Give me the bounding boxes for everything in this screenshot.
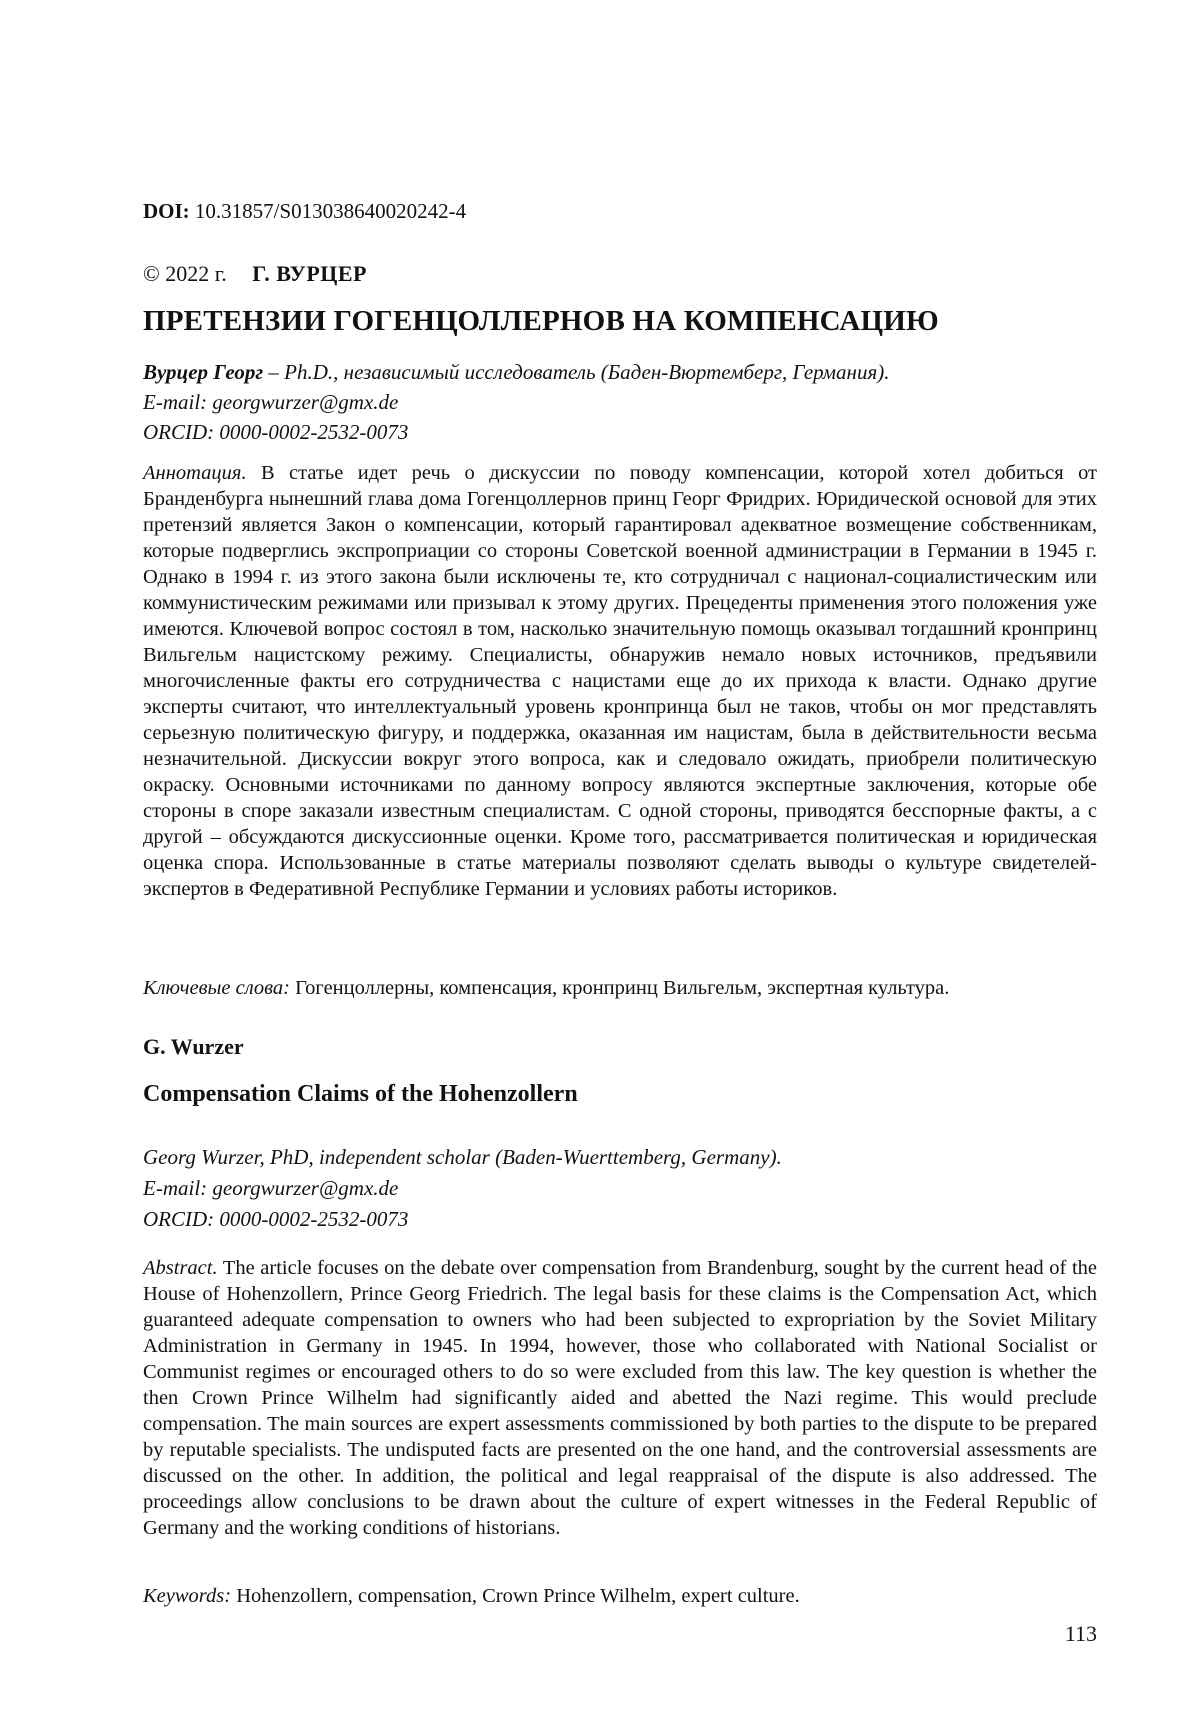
affiliation-en	[143, 1142, 1097, 1235]
abstract-ru	[143, 460, 1097, 902]
orcid-en: ORCID: 0000-0002-2532-0073	[143, 1207, 409, 1231]
abstract-label-ru: Аннотация.	[143, 462, 247, 484]
affiliation-details-en: Georg Wurzer, PhD, independent scholar (Baden-Wuerttemberg, Germany).	[143, 1145, 782, 1169]
keywords-en	[143, 1583, 1097, 1609]
abstract-en	[143, 1255, 1097, 1541]
keywords-label-ru: Ключевые слова:	[143, 977, 290, 999]
affiliation-details-ru: – Ph.D., независимый исследователь (Баден-Вюртемберг, Германия).	[268, 360, 890, 384]
copyright-text: © 2022 г.	[143, 261, 227, 286]
keywords-text-en: Hohenzollern, compensation, Crown Prince Wilhelm, expert culture.	[236, 1585, 800, 1607]
abstract-label-en: Abstract.	[143, 1257, 218, 1279]
doi-value: 10.31857/S013038640020242-4	[194, 199, 467, 223]
email-ru: E-mail: georgwurzer@gmx.de	[143, 390, 399, 414]
keywords-ru	[143, 975, 1097, 1001]
copyright-line	[143, 260, 1097, 287]
email-en: E-mail: georgwurzer@gmx.de	[143, 1176, 399, 1200]
abstract-text-ru: В статье идет речь о дискуссии по поводу компенсации, которой хотел добиться от Бранденбурга нынешний глава дома Гогенцоллернов принц Георг Фридрих. Юридической основой для этих претензий является Закон о компенсации, который гарантировал адекватное возмещение собственникам, которые подверглись экспроприации со стороны Советской военной администрации в Германии в 1945 г. Однако в 1994 г. из этого закона были исключены те, кто сотрудничал с национал-социалистическим или коммунистическим режимами или призывал к этому других. Прецеденты применения этого положения уже имеются. Ключевой вопрос состоял в том, насколько значительную помощь оказывал тогдашний кронпринц Вильгельм нацистскому режиму. Специалисты, обнаружив немало новых источников, предъявили многочисленные факты его сотрудничества с нацистами еще до их прихода к власти. Однако другие эксперты считают, что интеллектуальный уровень кронпринца был не таков, чтобы он мог представлять серьезную политическую фигуру, и поддержка, оказанная им нацистам, была в действительности весьма незначительной. Дискуссии вокруг этого вопроса, как и следовало ожидать, приобрели политическую окраску. Основными источниками по данному вопросу являются экспертные заключения, которые обе стороны в споре заказали известным специалистам. С одной стороны, приводятся бесспорные факты, а с другой – обсуждаются дискуссионные оценки. Кроме того, рассматривается политическая и юридическая оценка спора. Использованные в статье материалы позволяют сделать выводы о культуре свидетелей-экспертов в Федеративной Республике Германии и условиях работы историков.	[143, 462, 1098, 900]
author-name-en: G. Wurzer	[143, 1034, 244, 1059]
orcid-ru: ORCID: 0000-0002-2532-0073	[143, 420, 409, 444]
affiliation-author-ru: Вурцер Георг	[143, 360, 264, 384]
article-title-en: Compensation Claims of the Hohenzollern	[143, 1081, 578, 1107]
keywords-label-en: Keywords:	[143, 1585, 232, 1607]
author-name-ru: Г. ВУРЦЕР	[252, 261, 367, 286]
affiliation-ru	[143, 357, 1097, 447]
page-number: 113	[1064, 1621, 1097, 1646]
keywords-text-ru: Гогенцоллерны, компенсация, кронпринц Вильгельм, экспертная культура.	[295, 977, 950, 999]
affiliation-line-ru	[143, 357, 1097, 387]
doi-line	[143, 198, 1097, 224]
abstract-text-en: The article focuses on the debate over compensation from Brandenburg, sought by the current head of the House of Hohenzollern, Prince Georg Friedrich. The legal basis for these claims is the Compensation Act, which guaranteed adequate compensation to owners who had been subjected to expropriation by the Soviet Military Administration in Germany in 1945. In 1994, however, those who collaborated with National Socialist or Communist regimes or encouraged others to do so were excluded from this law. The key question is whether the then Crown Prince Wilhelm had significantly aided and abetted the Nazi regime. This would preclude compensation. The main sources are expert assessments commissioned by both parties to the dispute to be prepared by reputable specialists. The undisputed facts are presented on the one hand, and the controversial assessments are discussed on the other. In addition, the political and legal reappraisal of the dispute is also addressed. The proceedings allow conclusions to be drawn about the culture of expert witnesses in the Federal Republic of Germany and the working conditions of historians.	[143, 1257, 1097, 1539]
article-title-ru: ПРЕТЕНЗИИ ГОГЕНЦОЛЛЕРНОВ НА КОМПЕНСАЦИЮ	[143, 305, 939, 337]
doi-label: DOI:	[143, 199, 190, 223]
